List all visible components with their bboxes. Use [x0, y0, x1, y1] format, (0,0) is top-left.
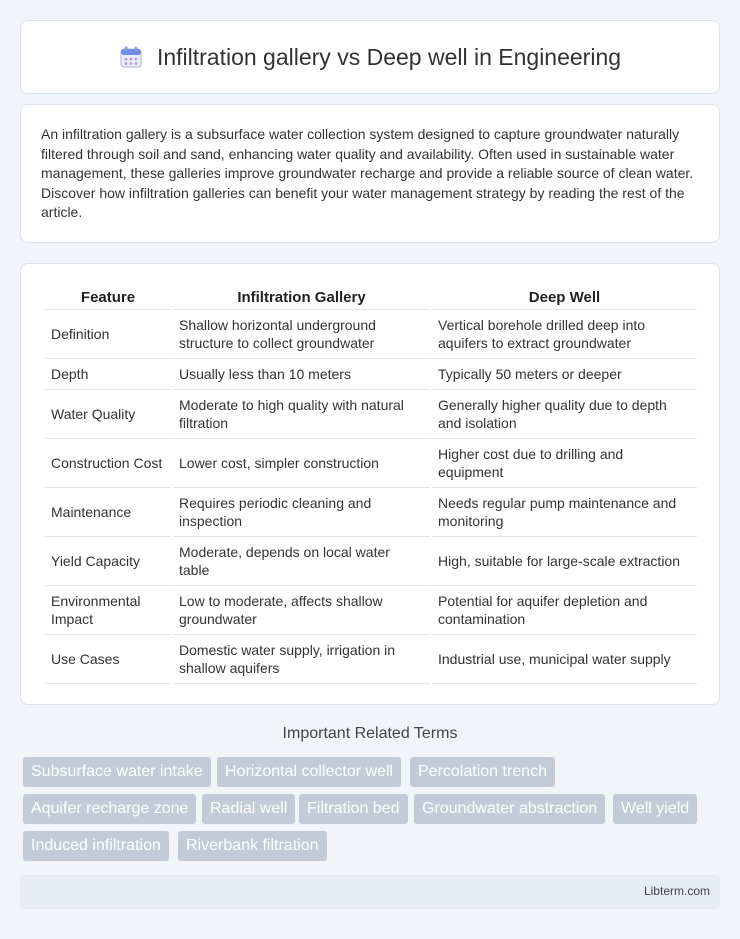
footer	[20, 875, 720, 909]
feature-cell: Depth	[45, 359, 171, 390]
related-term-tag[interactable]: Well yield	[613, 794, 697, 824]
deep-well-cell: Vertical borehole drilled deep into aquifers to extract groundwater	[432, 310, 697, 359]
deep-well-cell: Generally higher quality due to depth and isolation	[432, 390, 697, 439]
calendar-icon	[119, 45, 143, 69]
intro-text: An infiltration gallery is a subsurface water collection system designed to capture groundwater naturally filtered through soil and sand, enhancing water quality and availability. Often used in sustainable water management, these galleries improve groundwater recharge and provide a reliable source of clean water. Discover how infiltration galleries can benefit your water management strategy by reading the rest of the article.	[41, 126, 694, 221]
header-feature: Feature	[45, 284, 171, 310]
table-header-row	[45, 284, 697, 310]
table-row	[45, 635, 697, 684]
table-row	[45, 439, 697, 488]
table-row	[45, 537, 697, 586]
related-term-tag[interactable]: Induced infiltration	[23, 831, 169, 861]
header-deep-well: Deep Well	[432, 284, 697, 310]
related-term-tag[interactable]: Riverbank filtration	[178, 831, 327, 861]
feature-cell: Environmental Impact	[45, 586, 171, 635]
related-term-tag[interactable]: Groundwater abstraction	[414, 794, 605, 824]
deep-well-cell: Potential for aquifer depletion and contamination	[432, 586, 697, 635]
feature-cell: Use Cases	[45, 635, 171, 684]
feature-cell: Maintenance	[45, 488, 171, 537]
related-term-tag[interactable]: Radial well	[202, 794, 295, 824]
title-card	[20, 20, 720, 94]
footer-brand[interactable]: Libterm.com	[643, 884, 710, 898]
deep-well-cell: Higher cost due to drilling and equipment	[432, 439, 697, 488]
table-row	[45, 586, 697, 635]
table-row	[45, 488, 697, 537]
related-term-tag[interactable]: Subsurface water intake	[23, 757, 211, 787]
related-term-tag[interactable]: Aquifer recharge zone	[23, 794, 196, 824]
infiltration-gallery-cell: Shallow horizontal underground structure to collect groundwater	[173, 310, 430, 359]
comparison-table	[43, 284, 699, 684]
table-row	[45, 359, 697, 390]
infiltration-gallery-cell: Requires periodic cleaning and inspection	[173, 488, 430, 537]
deep-well-cell: Needs regular pump maintenance and monitoring	[432, 488, 697, 537]
related-terms-heading: Important Related Terms	[282, 725, 458, 742]
related-term-tag[interactable]: Filtration bed	[299, 794, 408, 824]
infiltration-gallery-cell: Lower cost, simpler construction	[173, 439, 430, 488]
infiltration-gallery-cell: Low to moderate, affects shallow groundwater	[173, 586, 430, 635]
comparison-card	[20, 263, 720, 705]
related-term-tag[interactable]: Horizontal collector well	[217, 757, 401, 787]
infiltration-gallery-cell: Domestic water supply, irrigation in shallow aquifers	[173, 635, 430, 684]
deep-well-cell: Industrial use, municipal water supply	[432, 635, 697, 684]
deep-well-cell: High, suitable for large-scale extraction	[432, 537, 697, 586]
feature-cell: Definition	[45, 310, 171, 359]
feature-cell: Yield Capacity	[45, 537, 171, 586]
table-row	[45, 310, 697, 359]
intro-card	[20, 104, 720, 243]
related-term-tag[interactable]: Percolation trench	[410, 757, 555, 787]
infiltration-gallery-cell: Moderate, depends on local water table	[173, 537, 430, 586]
infiltration-gallery-cell: Moderate to high quality with natural filtration	[173, 390, 430, 439]
header-infiltration-gallery: Infiltration Gallery	[173, 284, 430, 310]
table-row	[45, 390, 697, 439]
feature-cell: Construction Cost	[45, 439, 171, 488]
deep-well-cell: Typically 50 meters or deeper	[432, 359, 697, 390]
feature-cell: Water Quality	[45, 390, 171, 439]
page-title: Infiltration gallery vs Deep well in Engineering	[156, 43, 622, 70]
infiltration-gallery-cell: Usually less than 10 meters	[173, 359, 430, 390]
